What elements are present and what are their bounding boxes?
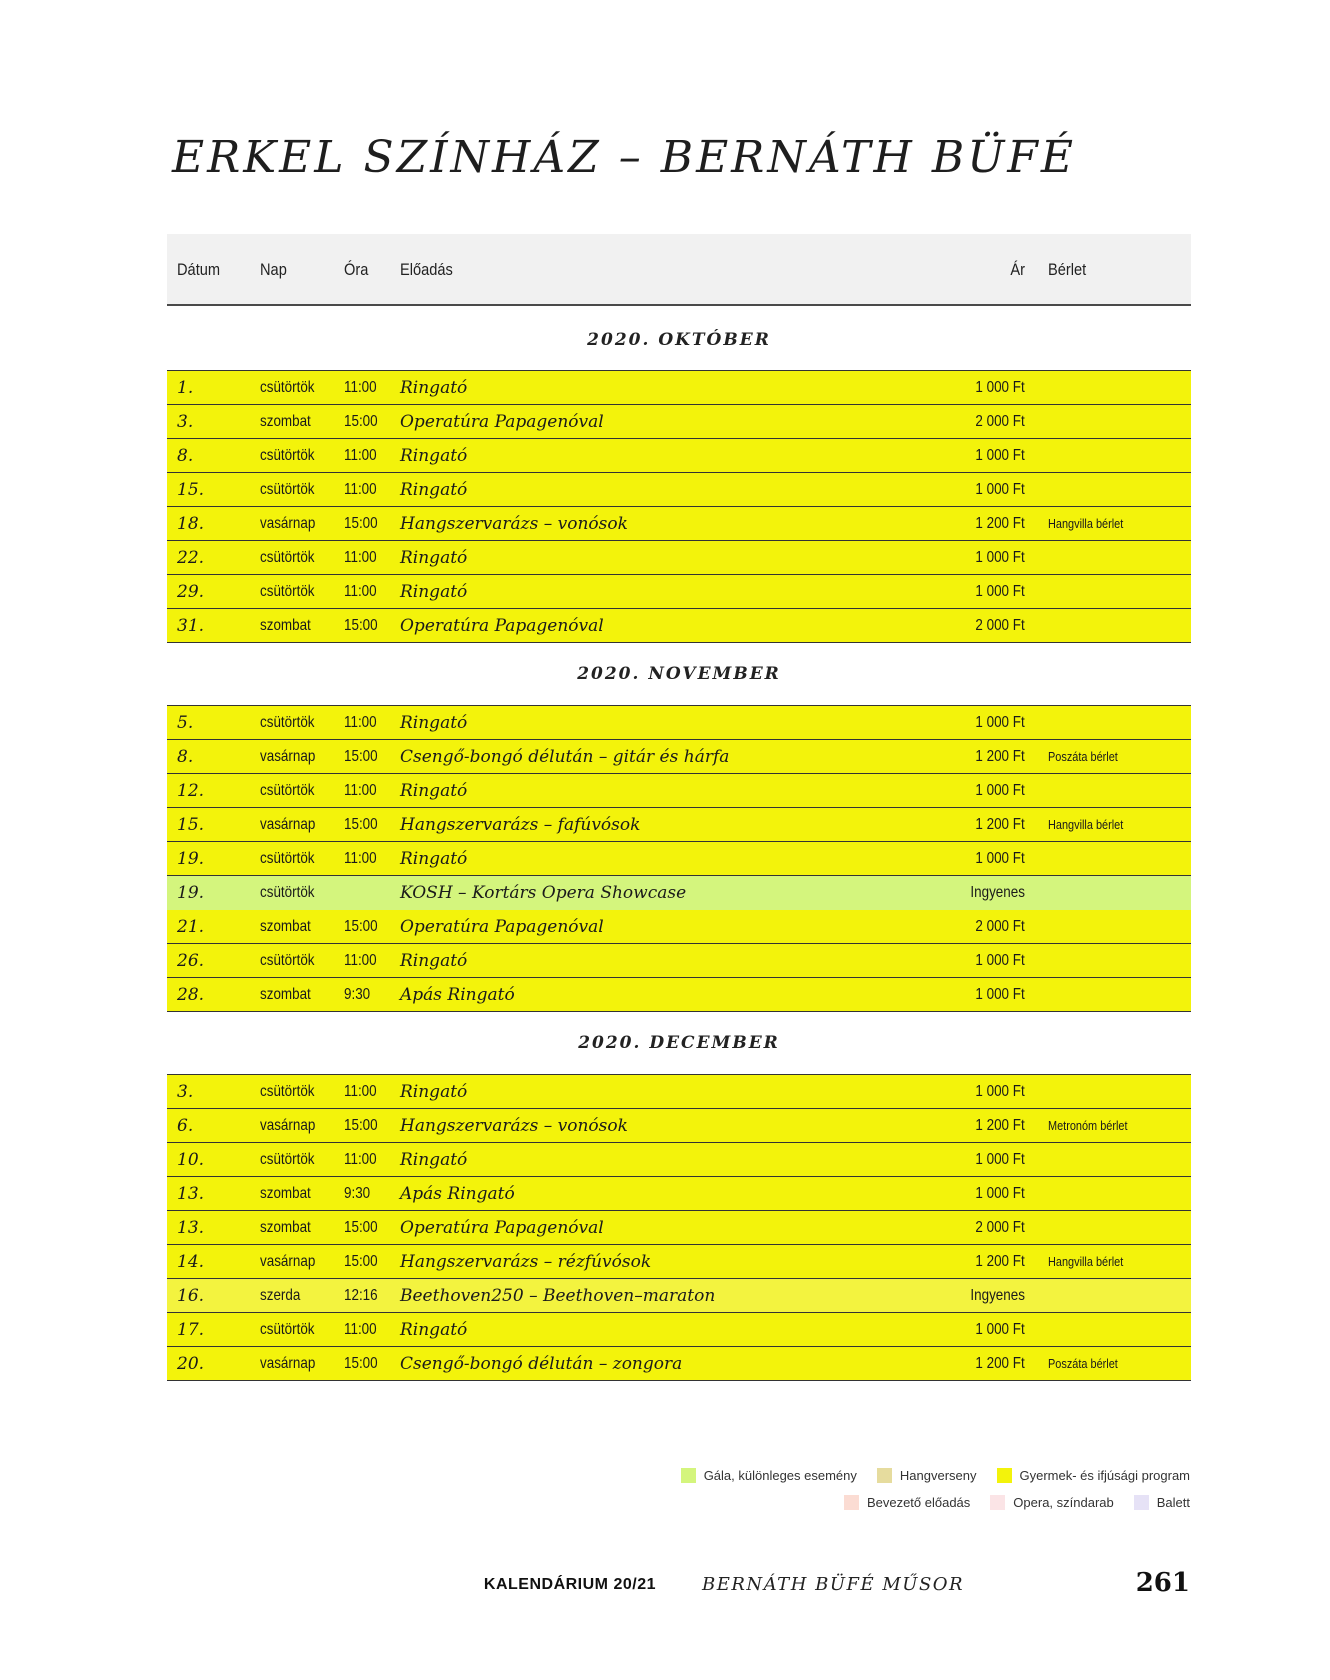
event-date: 21. [177,917,205,937]
event-time: 15:00 [344,515,378,532]
event-row [167,1075,1191,1109]
event-row [167,1109,1191,1143]
event-row [167,405,1191,439]
event-time: 11:00 [344,1083,377,1100]
months-container [167,306,1191,1381]
event-date: 5. [177,713,194,733]
event-title: KOSH – Kortárs Opera Showcase [400,883,687,903]
event-price: 1 000 Ft [975,1083,1025,1100]
event-time: 12:16 [344,1287,378,1304]
event-title: Operatúra Papagenóval [400,917,604,937]
event-date: 13. [177,1184,205,1204]
legend-row [630,1468,1190,1483]
legend-item [844,1495,970,1510]
event-title: Csengő-bongó délután – gitár és hárfa [400,747,730,767]
event-date: 26. [177,951,205,971]
legend-swatch [877,1468,892,1483]
event-row [167,1211,1191,1245]
page-title: ERKEL SZÍNHÁZ – BERNÁTH BÜFÉ [172,132,1076,183]
event-time: 15:00 [344,816,378,833]
event-date: 18. [177,514,205,534]
event-title: Ringató [400,446,468,466]
event-pass: Poszáta bérlet [1048,1356,1118,1371]
event-date: 31. [177,616,205,636]
event-row [167,371,1191,405]
event-time: 15:00 [344,1253,378,1270]
event-date: 22. [177,548,205,568]
event-day: vasárnap [260,1355,316,1372]
event-row [167,808,1191,842]
event-row [167,978,1191,1012]
event-row [167,439,1191,473]
event-row [167,1143,1191,1177]
event-title: Ringató [400,480,468,500]
legend-swatch [844,1495,859,1510]
event-row [167,1177,1191,1211]
event-title: Ringató [400,781,468,801]
event-day: vasárnap [260,816,316,833]
event-time: 11:00 [344,379,377,396]
event-date: 15. [177,815,205,835]
event-day: csütörtök [260,952,315,969]
event-row [167,1313,1191,1347]
event-title: Apás Ringató [400,1184,515,1204]
legend-label: Balett [1156,1495,1190,1510]
event-day: csütörtök [260,884,315,901]
legend-label: Bevezető előadás [866,1495,971,1510]
event-day: vasárnap [260,1117,316,1134]
event-price: 1 200 Ft [975,748,1025,765]
legend-swatch [997,1468,1012,1483]
legend-row [630,1495,1190,1510]
event-title: Operatúra Papagenóval [400,616,604,636]
event-time: 15:00 [344,1117,378,1134]
event-price: 1 000 Ft [975,379,1025,396]
event-title: Beethoven250 – Beethoven–maraton [400,1286,716,1306]
event-row [167,609,1191,643]
legend-swatch [990,1495,1005,1510]
event-time: 9:30 [344,1185,371,1202]
event-day: szombat [260,1185,311,1202]
event-date: 14. [177,1252,205,1272]
legend-label: Gála, különleges esemény [703,1468,857,1483]
event-day: szombat [260,1219,311,1236]
event-pass: Metronóm bérlet [1048,1118,1128,1133]
month-heading: 2020. OKTÓBER [167,306,1191,371]
event-price: Ingyenes [970,884,1025,901]
event-day: szombat [260,986,311,1003]
event-price: 2 000 Ft [975,1219,1025,1236]
event-price: 1 000 Ft [975,481,1025,498]
footer [0,1568,1330,1602]
event-time: 15:00 [344,748,378,765]
event-row [167,944,1191,978]
event-row [167,876,1191,910]
event-row [167,774,1191,808]
legend-label: Opera, színdarab [1013,1495,1114,1510]
event-row [167,706,1191,740]
event-title: Ringató [400,713,468,733]
program-table [167,234,1191,1381]
event-date: 3. [177,412,194,432]
event-price: 1 000 Ft [975,1321,1025,1338]
event-price: 1 000 Ft [975,447,1025,464]
event-date: 19. [177,883,205,903]
table-header [167,234,1191,306]
event-time: 11:00 [344,447,377,464]
event-time: 11:00 [344,1321,377,1338]
event-date: 6. [177,1116,194,1136]
event-date: 20. [177,1354,205,1374]
event-row [167,575,1191,609]
event-day: vasárnap [260,515,316,532]
event-row [167,1347,1191,1381]
event-title: Apás Ringató [400,985,515,1005]
month-section [167,643,1191,1012]
event-price: 1 000 Ft [975,1185,1025,1202]
event-row [167,740,1191,774]
event-pass: Hangvilla bérlet [1048,817,1124,832]
header-day: Nap [260,260,287,279]
event-day: vasárnap [260,748,316,765]
event-date: 15. [177,480,205,500]
legend-item [1134,1495,1190,1510]
event-row [167,1279,1191,1313]
event-date: 17. [177,1320,205,1340]
event-title: Ringató [400,548,468,568]
event-date: 10. [177,1150,205,1170]
event-row [167,507,1191,541]
event-price: 1 200 Ft [975,515,1025,532]
legend-label: Gyermek- és ifjúsági program [1019,1468,1190,1483]
header-time: Óra [344,260,369,279]
event-price: Ingyenes [970,1287,1025,1304]
legend-swatch [1134,1495,1149,1510]
event-price: 1 000 Ft [975,549,1025,566]
month-heading: 2020. DECEMBER [167,1012,1191,1075]
event-title: Csengő-bongó délután – zongora [400,1354,683,1374]
event-price: 1 000 Ft [975,714,1025,731]
event-time: 11:00 [344,1151,377,1168]
event-title: Hangszervarázs – rézfúvósok [400,1252,652,1272]
legend-rows [630,1468,1190,1510]
event-time: 15:00 [344,918,378,935]
event-title: Hangszervarázs – vonósok [400,514,628,534]
event-time: 15:00 [344,413,378,430]
event-price: 1 000 Ft [975,952,1025,969]
event-price: 2 000 Ft [975,918,1025,935]
event-day: szombat [260,617,311,634]
event-time: 11:00 [344,714,377,731]
legend-item [681,1468,857,1483]
event-date: 19. [177,849,205,869]
event-time: 15:00 [344,617,378,634]
event-time: 11:00 [344,782,377,799]
event-title: Hangszervarázs – fafúvósok [400,815,641,835]
event-title: Operatúra Papagenóval [400,1218,604,1238]
month-section [167,1012,1191,1381]
page-number: 261 [1135,1568,1190,1598]
event-time: 11:00 [344,549,377,566]
event-price: 2 000 Ft [975,617,1025,634]
event-title: Hangszervarázs – vonósok [400,1116,628,1136]
event-price: 1 000 Ft [975,850,1025,867]
event-date: 3. [177,1082,194,1102]
event-day: csütörtök [260,850,315,867]
event-price: 1 000 Ft [975,986,1025,1003]
event-price: 1 200 Ft [975,1253,1025,1270]
legend-swatch [681,1468,696,1483]
event-title: Operatúra Papagenóval [400,412,604,432]
month-section [167,306,1191,643]
event-price: 1 000 Ft [975,1151,1025,1168]
event-time: 9:30 [344,986,371,1003]
header-title: Előadás [400,260,453,279]
event-title: Ringató [400,378,468,398]
event-price: 1 200 Ft [975,816,1025,833]
event-date: 8. [177,446,194,466]
event-date: 28. [177,985,205,1005]
event-day: csütörtök [260,447,315,464]
event-price: 1 200 Ft [975,1117,1025,1134]
event-date: 1. [177,378,194,398]
event-time: 11:00 [344,952,377,969]
event-title: Ringató [400,1150,468,1170]
event-title: Ringató [400,1320,468,1340]
event-row [167,910,1191,944]
event-pass: Poszáta bérlet [1048,749,1118,764]
event-price: 2 000 Ft [975,413,1025,430]
footer-section: BERNÁTH BÜFÉ MŰSOR [702,1574,965,1595]
event-date: 12. [177,781,205,801]
header-price: Ár [1010,260,1025,279]
event-day: csütörtök [260,583,315,600]
event-time: 11:00 [344,850,377,867]
event-day: vasárnap [260,1253,316,1270]
event-day: csütörtök [260,714,315,731]
event-time: 11:00 [344,481,377,498]
event-title: Ringató [400,582,468,602]
event-date: 29. [177,582,205,602]
event-day: szerda [260,1287,301,1304]
event-pass: Hangvilla bérlet [1048,1254,1124,1269]
event-day: csütörtök [260,782,315,799]
header-date: Dátum [177,260,221,279]
legend-item [997,1468,1191,1483]
event-price: 1 000 Ft [975,782,1025,799]
event-day: szombat [260,413,311,430]
event-day: csütörtök [260,379,315,396]
event-row [167,1245,1191,1279]
event-row [167,842,1191,876]
event-day: szombat [260,918,311,935]
event-price: 1 200 Ft [975,1355,1025,1372]
event-title: Ringató [400,849,468,869]
legend [630,1468,1190,1522]
legend-item [990,1495,1113,1510]
event-day: csütörtök [260,481,315,498]
event-row [167,541,1191,575]
event-date: 13. [177,1218,205,1238]
event-day: csütörtök [260,1083,315,1100]
event-date: 8. [177,747,194,767]
event-date: 16. [177,1286,205,1306]
event-title: Ringató [400,951,468,971]
event-time: 15:00 [344,1219,378,1236]
legend-label: Hangverseny [899,1468,977,1483]
event-price: 1 000 Ft [975,583,1025,600]
month-heading: 2020. NOVEMBER [167,643,1191,706]
event-pass: Hangvilla bérlet [1048,516,1124,531]
event-title: Ringató [400,1082,468,1102]
legend-item [877,1468,977,1483]
event-day: csütörtök [260,1321,315,1338]
event-time: 11:00 [344,583,377,600]
event-time: 15:00 [344,1355,378,1372]
event-day: csütörtök [260,1151,315,1168]
footer-publication: KALENDÁRIUM 20/21 [483,1576,656,1593]
event-row [167,473,1191,507]
header-pass: Bérlet [1048,260,1087,279]
event-day: csütörtök [260,549,315,566]
